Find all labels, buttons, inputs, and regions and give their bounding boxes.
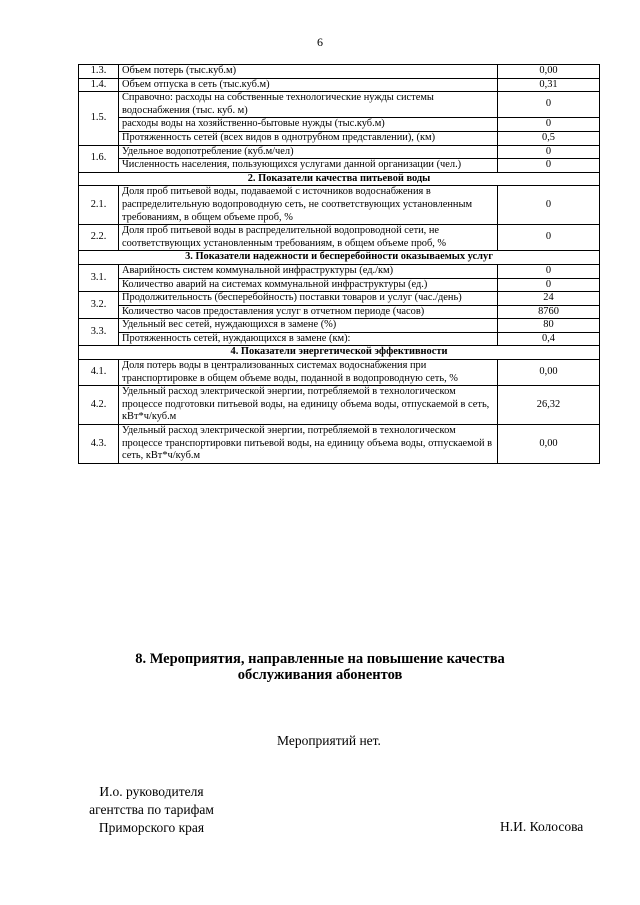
- indicator-name: Доля проб питьевой воды, подаваемой с источников водоснабжения в распределительную водопроводную сеть, не соответствующих установленным требованиям, в общем объеме проб, %: [119, 186, 498, 225]
- indicator-name: Протяженность сетей, нуждающихся в замене (км):: [119, 332, 498, 346]
- table-row: [79, 386, 600, 425]
- indicator-value: 0,00: [498, 360, 600, 386]
- indicator-name: Удельное водопотребление (куб.м/чел): [119, 145, 498, 159]
- indicator-value: 0: [498, 92, 600, 118]
- indicator-name: Численность населения, пользующихся услугами данной организации (чел.): [119, 159, 498, 173]
- table-row: [79, 92, 600, 118]
- table-row: [79, 65, 600, 79]
- row-number: 3.3.: [79, 319, 119, 346]
- indicator-value: 0: [498, 118, 600, 132]
- indicator-name: Протяженность сетей (всех видов в однотрубном представлении), (км): [119, 131, 498, 145]
- indicator-value: 0: [498, 278, 600, 292]
- section-8-heading: [0, 651, 640, 683]
- row-number: 3.1.: [79, 264, 119, 291]
- indicator-value: 0,00: [498, 65, 600, 79]
- row-number: 4.3.: [79, 425, 119, 464]
- section-8-title-line1: 8. Мероприятия, направленные на повышение качества: [135, 651, 505, 667]
- table-row: [79, 131, 600, 145]
- indicator-name: Удельный вес сетей, нуждающихся в замене (%): [119, 319, 498, 333]
- indicator-value: 0: [498, 264, 600, 278]
- section-row: [79, 346, 600, 360]
- indicator-value: 0,00: [498, 425, 600, 464]
- indicator-value: 0: [498, 159, 600, 173]
- indicator-name: Доля потерь воды в централизованных системах водоснабжения при транспортировке в общем объеме воды, поданной в водопроводную сеть, %: [119, 360, 498, 386]
- indicator-value: 26,32: [498, 386, 600, 425]
- indicator-name: Количество аварий на системах коммунальной инфраструктуры (ед.): [119, 278, 498, 292]
- signer-line3: Приморского края: [98, 820, 205, 835]
- indicator-value: 8760: [498, 305, 600, 319]
- section-heading: 2. Показатели качества питьевой воды: [79, 172, 600, 186]
- section-heading: 4. Показатели энергетической эффективности: [79, 346, 600, 360]
- table-row: [79, 145, 600, 159]
- row-number: 1.5.: [79, 92, 119, 145]
- indicator-value: 0: [498, 186, 600, 225]
- table-row: [79, 319, 600, 333]
- row-number: 1.3.: [79, 65, 119, 79]
- table-row: [79, 305, 600, 319]
- table-row: [79, 264, 600, 278]
- indicator-name: расходы воды на хозяйственно-бытовые нужды (тыс.куб.м): [119, 118, 498, 132]
- row-number: 4.2.: [79, 386, 119, 425]
- section-row: [79, 172, 600, 186]
- indicator-value: 0,31: [498, 78, 600, 92]
- row-number: 1.6.: [79, 145, 119, 172]
- page-number: 6: [317, 35, 323, 49]
- table-row: [79, 78, 600, 92]
- table-row: [79, 332, 600, 346]
- table-row: [79, 159, 600, 173]
- indicator-value: 24: [498, 292, 600, 306]
- row-number: 2.2.: [79, 225, 119, 251]
- row-number: 2.1.: [79, 186, 119, 225]
- indicator-value: 0: [498, 225, 600, 251]
- indicator-name: Удельный расход электрической энергии, потребляемой в технологическом процессе подготовки питьевой воды, на единицу объема воды, отпускаемой в сеть, кВт*ч/куб.м: [119, 386, 498, 425]
- indicator-value: 0,4: [498, 332, 600, 346]
- indicator-name: Объем потерь (тыс.куб.м): [119, 65, 498, 79]
- section-heading: 3. Показатели надежности и бесперебойности оказываемых услуг: [79, 251, 600, 265]
- table-row: [79, 118, 600, 132]
- signer-line1: И.о. руководителя: [99, 784, 204, 799]
- indicator-name: Удельный расход электрической энергии, потребляемой в технологическом процессе транспортировки питьевой воды, на единицу объема воды, отпускаемой в сеть, кВт*ч/куб.м: [119, 425, 498, 464]
- row-number: 3.2.: [79, 292, 119, 319]
- table-row: [79, 292, 600, 306]
- indicator-name: Продолжительность (бесперебойность) поставки товаров и услуг (час./день): [119, 292, 498, 306]
- indicator-name: Доля проб питьевой воды в распределительной водопроводной сети, не соответствующих установленным требованиям, в общем объеме проб, %: [119, 225, 498, 251]
- signer-title: [64, 783, 239, 837]
- section-row: [79, 251, 600, 265]
- table-row: [79, 360, 600, 386]
- signer-line2: агентства по тарифам: [89, 802, 214, 817]
- indicator-value: 80: [498, 319, 600, 333]
- signer-name: Н.И. Колосова: [500, 819, 584, 834]
- indicator-value: 0,5: [498, 131, 600, 145]
- table-row: [79, 225, 600, 251]
- row-number: 4.1.: [79, 360, 119, 386]
- table-row: [79, 186, 600, 225]
- row-number: 1.4.: [79, 78, 119, 92]
- indicator-name: Количество часов предоставления услуг в отчетном периоде (часов): [119, 305, 498, 319]
- indicator-name: Объем отпуска в сеть (тыс.куб.м): [119, 78, 498, 92]
- indicator-value: 0: [498, 145, 600, 159]
- indicator-name: Аварийность систем коммунальной инфраструктуры (ед./км): [119, 264, 498, 278]
- no-measures-text: Мероприятий нет.: [277, 733, 381, 748]
- indicator-name: Справочно: расходы на собственные технологические нужды системы водоснабжения (тыс. куб. м): [119, 92, 498, 118]
- table-row: [79, 278, 600, 292]
- section-8-title-line2: обслуживания абонентов: [237, 667, 403, 683]
- table-row: [79, 425, 600, 464]
- indicators-table: [78, 64, 600, 464]
